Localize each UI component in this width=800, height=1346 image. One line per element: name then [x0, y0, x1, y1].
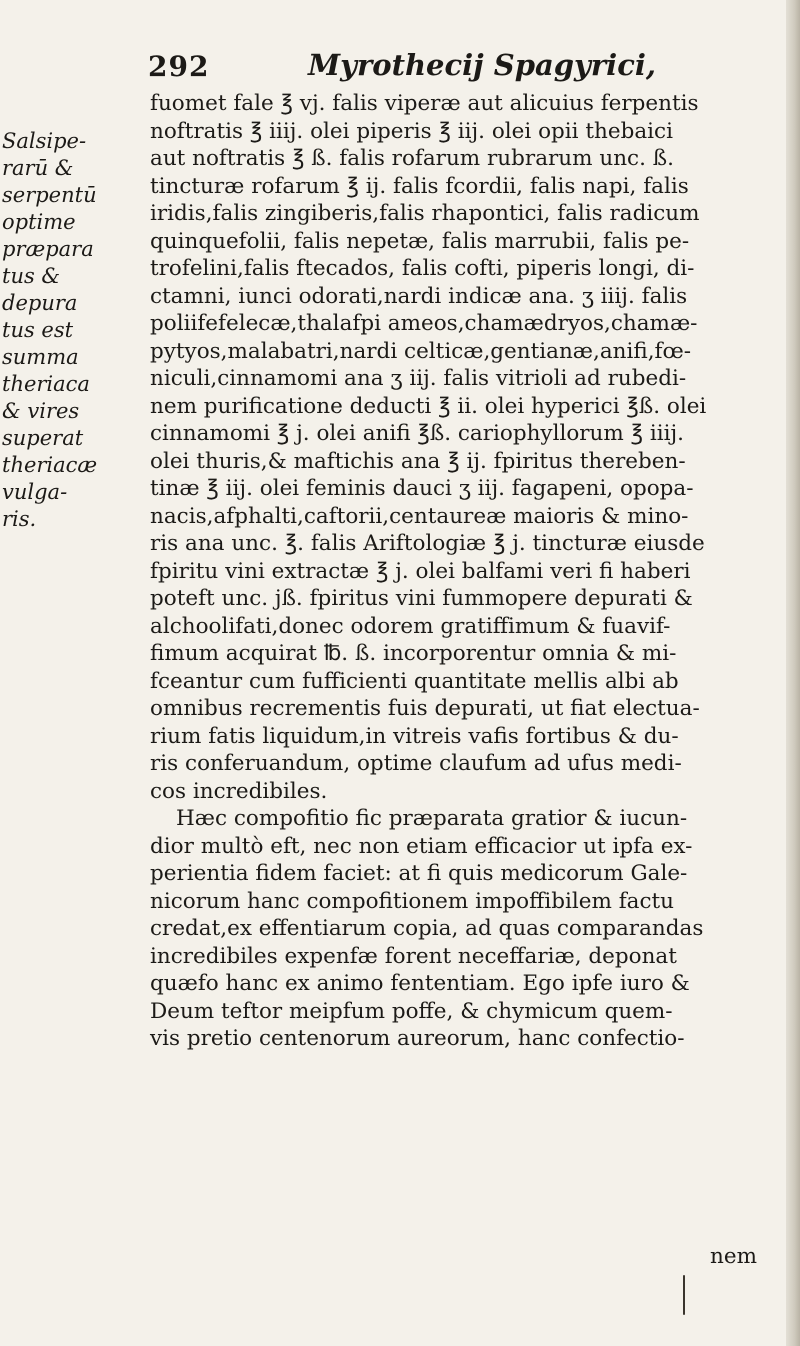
margin-note-line: Salsipe- — [2, 129, 87, 153]
ink-speck — [683, 1275, 685, 1315]
text-line: poteft unc. jß. fpiritus vini fummopere depurati & — [150, 586, 693, 611]
margin-note-line: theriaca — [2, 372, 90, 396]
text-line: incredibiles expenfæ forent neceffariæ, deponat — [150, 943, 677, 969]
text-line: cinnamomi ℥ j. olei anifi ℥ß. cariophyllorum ℥ iiij. — [150, 421, 685, 446]
margin-note-line: theriacæ — [2, 453, 98, 477]
text-line: dior multò eft, nec non etiam efficacior ut ipfa ex- — [150, 833, 693, 859]
margin-note-line: depura — [2, 291, 78, 315]
margin-note-line: optime — [2, 210, 76, 234]
margin-note-line: rarū & — [2, 156, 74, 180]
page-header — [148, 48, 768, 88]
text-line: quæfo hanc ex animo fententiam. Ego ipfe iuro & — [150, 971, 690, 996]
text-line: quinquefolii, falis nepetæ, falis marrubii, falis pe- — [150, 228, 690, 254]
text-line: trofelini,falis ftecados, falis cofti, piperis longi, di- — [150, 256, 695, 281]
margin-note-line: superat — [2, 426, 84, 450]
margin-note-line: præpara — [2, 237, 94, 261]
catchword: nem — [710, 1244, 757, 1269]
text-line: fceantur cum fufficienti quantitate mellis albi ab — [150, 668, 679, 694]
text-line: niculi,cinnamomi ana ʒ iij. falis vitrioli ad rubedi- — [150, 366, 687, 391]
margin-note-line: serpentū — [2, 183, 97, 207]
text-line: credat,ex effentiarum copia, ad quas comparandas — [150, 916, 704, 941]
text-line: tinæ ℥ iij. olei feminis dauci ʒ iij. fagapeni, opopa- — [150, 476, 694, 501]
text-line: noftratis ℥ iiij. olei piperis ℥ iij. olei opii thebaici — [150, 118, 673, 144]
text-line: pytyos,malabatri,nardi celticæ,gentianæ,anifi,fœ- — [150, 338, 692, 364]
text-line: aut noftratis ℥ ß. falis rofarum rubrarum unc. ß. — [150, 146, 674, 171]
text-line: cos incredibiles. — [150, 778, 328, 804]
margin-note-line: tus & — [2, 264, 61, 288]
text-line: fuomet fale ℥ vj. falis viperæ aut alicuius ferpentis — [150, 91, 699, 116]
text-line: tincturæ rofarum ℥ ij. falis fcordii, falis napi, falis — [150, 173, 689, 199]
margin-note-line: vulga- — [2, 480, 68, 504]
text-line: nem purificatione deducti ℥ ii. olei hyperici ℥ß. olei — [150, 393, 707, 419]
text-line: ctamni, iunci odorati,nardi indicæ ana. ʒ iiij. falis — [150, 283, 688, 309]
margin-note — [2, 128, 142, 533]
text-line-indented: Hæc compofitio fic præparata gratior & iucun- — [176, 806, 688, 831]
margin-note-line: summa — [2, 345, 79, 369]
page-number: 292 — [148, 50, 210, 83]
text-line: vis pretio centenorum aureorum, hanc confectio- — [150, 1026, 685, 1051]
text-line: ris conferuandum, optime claufum ad ufus medi- — [150, 751, 682, 776]
text-line: alchoolifati,donec odorem gratiffimum & fuavif- — [150, 613, 671, 639]
text-line: perientia fidem faciet: at fi quis medicorum Gale- — [150, 861, 688, 886]
text-line: nicorum hanc compofitionem impoffibilem factu — [150, 888, 674, 914]
text-line: fimum acquirat ℔. ß. incorporentur omnia & mi- — [150, 641, 677, 666]
text-line: fpiritu vini extractæ ℥ j. olei balfami veri fi haberi — [150, 558, 691, 584]
margin-note-line: tus est — [2, 318, 74, 342]
text-line: rium fatis liquidum,in vitreis vafis fortibus & du- — [150, 723, 679, 749]
margin-note-line: ris. — [2, 507, 37, 531]
text-line: ris ana unc. ℥. falis Ariftologiæ ℥ j. tincturæ eiusde — [150, 531, 705, 556]
body-text — [150, 90, 772, 1053]
page-edge-shadow — [786, 0, 800, 1346]
text-line: omnibus recrementis fuis depurati, ut fiat electua- — [150, 696, 700, 721]
margin-note-line: & vires — [2, 399, 80, 423]
text-line: Deum teftor meipfum poffe, & chymicum quem- — [150, 998, 673, 1024]
text-line: olei thuris,& maftichis ana ℥ ij. fpiritus thereben- — [150, 448, 686, 474]
text-line: poliifefelecæ,thalafpi ameos,chamædryos,chamæ- — [150, 311, 698, 336]
text-line: iridis,falis zingiberis,falis rhapontici, falis radicum — [150, 201, 700, 226]
running-title: Myrothecij Spagyrici, — [308, 48, 656, 82]
text-line: nacis,afphalti,caftorii,centaureæ maioris & mino- — [150, 503, 689, 529]
